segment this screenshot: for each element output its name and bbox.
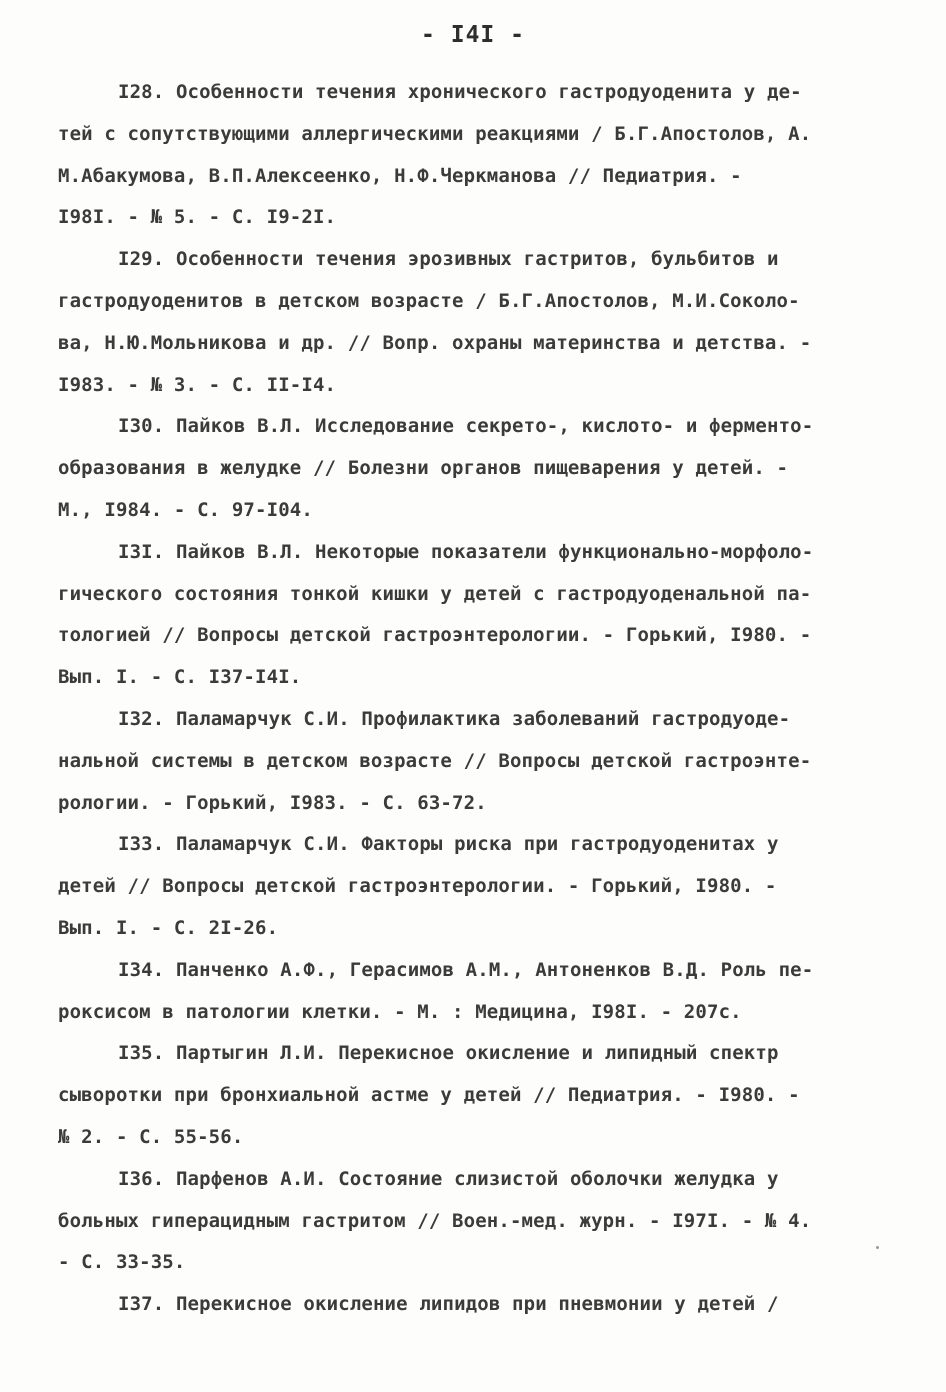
reference-first-line: I29. Особенности течения эрозивных гастритов, бульбитов и [118, 248, 779, 271]
reference-first-line: I28. Особенности течения хронического гастродуоденита у де- [118, 81, 802, 103]
reference-line: гического состояния тонкой кишки у детей с гастродуоденальной па- [58, 582, 812, 605]
reference-first-line: I36. Парфенов А.И. Состояние слизистой оболочки желудка у [118, 1167, 779, 1190]
reference-first-line: I37. Перекисное окисление липидов при пневмонии у детей / [118, 1293, 779, 1316]
reference-first-line: I35. Партыгин Л.И. Перекисное окисление и липидный спектр [118, 1042, 779, 1065]
reference-entry [58, 1159, 898, 1284]
reference-entry [58, 950, 898, 1034]
reference-line: тологией // Вопросы детской гастроэнтерологии. - Горький, I980. - [58, 624, 812, 647]
reference-first-line: I33. Паламарчук С.И. Факторы риска при гастродуоденитах у [118, 833, 779, 856]
reference-line: образования в желудке // Болезни органов пищеварения у детей. - [58, 457, 789, 480]
reference-entry [58, 239, 898, 406]
scan-speck [876, 1246, 879, 1249]
reference-first-line: I32. Паламарчук С.И. Профилактика заболеваний гастродуоде- [118, 707, 791, 730]
page-number: - I4I - [421, 22, 525, 48]
reference-line: тей с сопутствующими аллергическими реакциями / Б.Г.Апостолов, А. [58, 122, 812, 145]
reference-line: - С. 33-35. [58, 1251, 186, 1274]
reference-line: детей // Вопросы детской гастроэнтерологии. - Горький, I980. - [58, 875, 777, 898]
reference-line: больных гиперацидным гастритом // Воен.-мед. журн. - I97I. - № 4. [58, 1209, 812, 1232]
reference-entry [58, 532, 898, 699]
reference-entry [58, 1033, 898, 1158]
reference-line: Вып. I. - С. 2I-26. [58, 916, 279, 939]
reference-entry [58, 1284, 898, 1326]
reference-line: ва, Н.Ю.Мольникова и др. // Вопр. охраны материнства и детства. - [58, 331, 812, 354]
reference-line: Вып. I. - С. I37-I4I. [58, 666, 302, 689]
reference-line: М.Абакумова, В.П.Алексеенко, Н.Ф.Черкманова // Педиатрия. - [58, 164, 742, 187]
reference-line: I98I. - № 5. - С. I9-2I. [58, 206, 337, 229]
reference-entry [58, 699, 898, 824]
reference-line: роксисом в патологии клетки. - М. : Медицина, I98I. - 207с. [58, 1000, 742, 1023]
reference-entry [58, 406, 898, 531]
reference-entry [58, 824, 898, 949]
reference-first-line: I34. Панченко А.Ф., Герасимов А.М., Антоненков В.Д. Роль пе- [118, 958, 814, 981]
reference-line: М., I984. - С. 97-I04. [58, 498, 313, 521]
reference-line: № 2. - С. 55-56. [58, 1125, 244, 1148]
reference-line: I983. - № 3. - С. II-I4. [58, 373, 337, 396]
reference-entry [58, 72, 898, 239]
reference-line: рологии. - Горький, I983. - С. 63-72. [58, 791, 487, 814]
reference-first-line: I30. Пайков В.Л. Исследование секрето-, кислото- и ферменто- [118, 415, 814, 438]
reference-line: гастродуоденитов в детском возрасте / Б.Г.Апостолов, М.И.Соколо- [58, 289, 800, 312]
reference-line: сыворотки при бронхиальной астме у детей // Педиатрия. - I980. - [58, 1084, 800, 1107]
reference-line: нальной системы в детском возрасте // Вопросы детской гастроэнте- [58, 749, 812, 772]
reference-list [58, 72, 898, 1326]
reference-first-line: I3I. Пайков В.Л. Некоторые показатели функционально-морфоло- [118, 540, 814, 563]
